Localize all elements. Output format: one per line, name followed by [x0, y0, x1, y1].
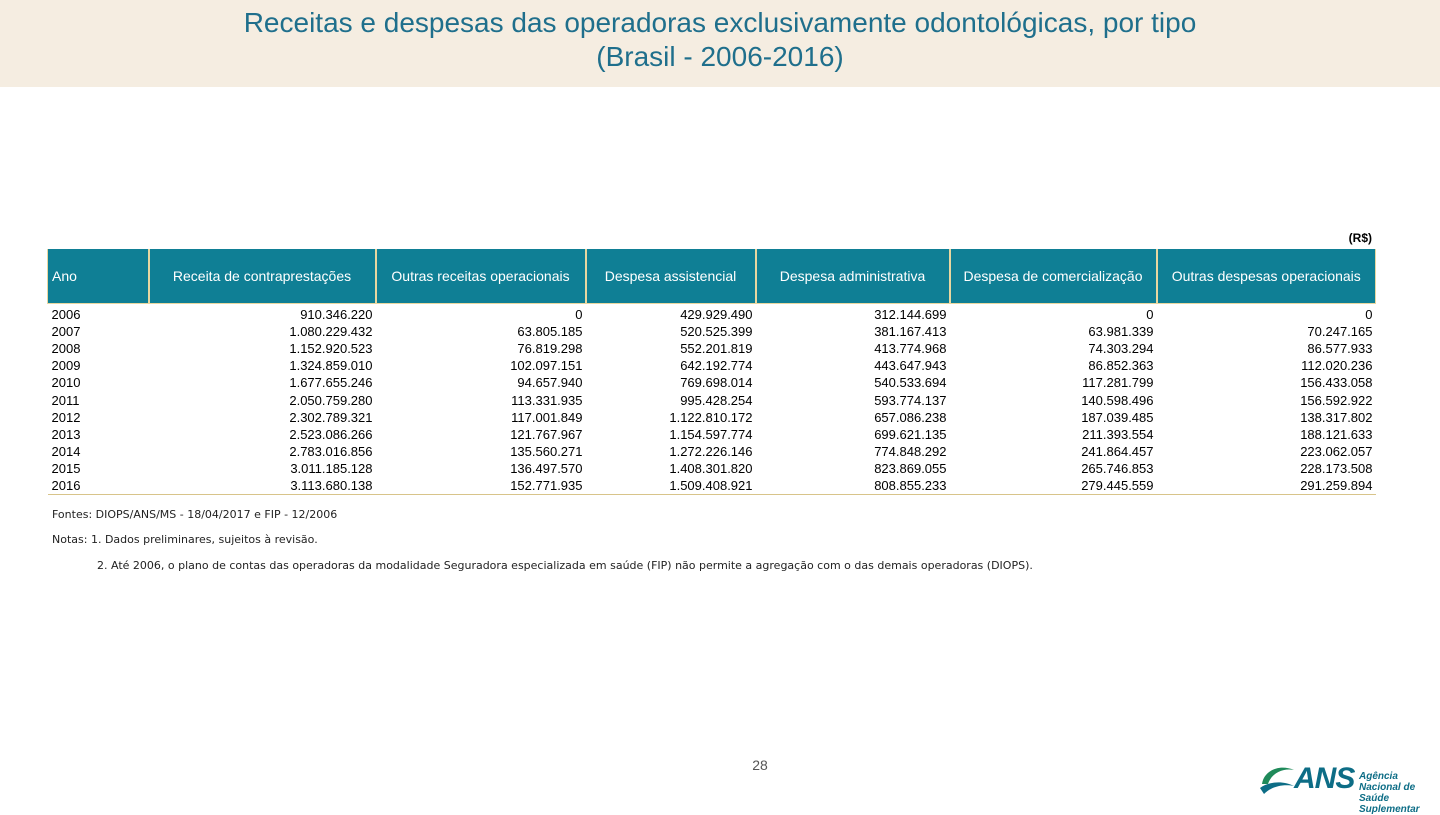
value-cell: 1.080.229.432: [289, 324, 373, 340]
value-cell: 0: [1365, 307, 1373, 323]
table-row: [48, 357, 1376, 374]
column-header: Despesa administrativa: [756, 249, 950, 304]
title-line-1: Receitas e despesas das operadoras exclusivamente odontológicas, por tipo: [243, 7, 1197, 38]
year-cell: 2011: [51, 392, 80, 408]
column-header: Ano: [48, 249, 149, 304]
table-row: [48, 460, 1376, 477]
value-cell: 211.393.554: [1082, 426, 1154, 442]
year-cell: 2010: [51, 375, 81, 391]
value-cell: 112.020.236: [1301, 358, 1373, 374]
value-cell: 429.929.490: [680, 307, 753, 323]
table-row: [48, 374, 1376, 391]
value-cell: 808.855.233: [756, 477, 950, 495]
value-cell: 117.281.799: [1082, 375, 1154, 391]
logo-abbr: ANS: [1294, 762, 1355, 795]
value-cell: 1.154.597.774: [669, 426, 753, 442]
value-cell: 593.774.137: [874, 392, 947, 408]
value-cell: 443.647.943: [874, 358, 947, 374]
value-cell: 117.001.849: [511, 409, 583, 425]
year-cell: 2009: [51, 358, 81, 374]
value-cell: 121.767.967: [510, 426, 583, 442]
value-cell: 3.011.185.128: [290, 460, 373, 476]
value-cell: 279.445.559: [950, 477, 1157, 495]
logo-agency-name: [1359, 771, 1438, 815]
column-header: Despesa assistencial: [586, 249, 756, 304]
value-cell: 86.577.933: [1307, 341, 1373, 357]
value-cell: 265.746.853: [1081, 460, 1154, 476]
title-line-2: (Brasil - 2006-2016): [596, 41, 844, 72]
table-row: [48, 391, 1376, 408]
year-cell: 2014: [51, 443, 81, 459]
value-cell: 136.497.570: [510, 460, 583, 476]
value-cell: 910.346.220: [300, 307, 373, 323]
value-cell: 823.869.055: [874, 460, 947, 476]
value-cell: 769.698.014: [680, 375, 753, 391]
value-cell: 413.774.968: [874, 341, 947, 357]
value-cell: 657.086.238: [874, 409, 947, 425]
note-2: 2. Até 2006, o plano de contas das operadoras da modalidade Seguradora especializada em saúde (FIP) não permite a agregação com o das demais operadoras (DIOPS).: [97, 559, 1033, 572]
table-row: [48, 443, 1376, 460]
value-cell: 642.192.774: [680, 358, 753, 374]
sources-note: Fontes: DIOPS/ANS/MS - 18/04/2017 e FIP - 12/2006: [52, 508, 338, 521]
value-cell: 1.152.920.523: [289, 341, 373, 357]
value-cell: 94.657.940: [517, 375, 583, 391]
column-header: Despesa de comercialização: [950, 249, 1157, 304]
year-cell: 2015: [51, 460, 81, 476]
value-cell: 0: [1146, 307, 1154, 323]
year-cell: 2006: [51, 307, 81, 323]
ans-logo: [1258, 760, 1438, 815]
value-cell: 228.173.508: [1300, 460, 1373, 476]
value-cell: 1.408.301.820: [669, 460, 753, 476]
value-cell: 2.523.086.266: [289, 426, 373, 442]
note-1: Notas: 1. Dados preliminares, sujeitos à revisão.: [52, 533, 318, 546]
value-cell: 540.533.694: [874, 375, 947, 391]
value-cell: 113.331.935: [511, 392, 583, 408]
value-cell: 3.113.680.138: [149, 477, 376, 495]
logo-name-line-1: Agência Nacional de: [1359, 771, 1416, 793]
year-cell: 2007: [51, 324, 81, 340]
table-row: [48, 340, 1376, 357]
value-cell: 135.560.271: [510, 443, 583, 459]
table-row: [48, 409, 1376, 426]
value-cell: 381.167.413: [874, 324, 947, 340]
value-cell: 1.122.810.172: [669, 409, 753, 425]
value-cell: 76.819.298: [517, 341, 583, 357]
value-cell: 63.805.185: [517, 324, 583, 340]
value-cell: 188.121.633: [1300, 426, 1373, 442]
value-cell: 140.598.496: [1081, 392, 1154, 408]
value-cell: 63.981.339: [1088, 324, 1154, 340]
value-cell: 2.050.759.280: [289, 392, 373, 408]
year-cell: 2008: [51, 341, 81, 357]
value-cell: 74.303.294: [1088, 341, 1154, 357]
value-cell: 0: [575, 307, 583, 323]
value-cell: 152.771.935: [376, 477, 586, 495]
table-row: [48, 426, 1376, 443]
column-header: Receita de contraprestações: [149, 249, 376, 304]
value-cell: 552.201.819: [680, 341, 753, 357]
logo-name-line-2: Saúde Suplementar: [1359, 793, 1420, 815]
value-cell: 774.848.292: [874, 443, 947, 459]
value-cell: 156.433.058: [1300, 375, 1373, 391]
value-cell: 187.039.485: [1081, 409, 1154, 425]
value-cell: 2.783.016.856: [289, 443, 373, 459]
value-cell: 86.852.363: [1088, 358, 1154, 374]
year-cell: 2013: [51, 426, 81, 442]
ans-logo-icon: [1258, 762, 1298, 798]
table-header-row: [48, 249, 1376, 304]
table-row: [48, 304, 1376, 324]
value-cell: 138.317.802: [1300, 409, 1373, 425]
value-cell: 1.324.859.010: [289, 358, 373, 374]
value-cell: 1.272.226.146: [669, 443, 753, 459]
value-cell: 241.864.457: [1081, 443, 1154, 459]
value-cell: 995.428.254: [680, 392, 753, 408]
year-cell: 2016: [48, 477, 149, 495]
page-number: 28: [752, 757, 768, 773]
column-header: Outras despesas operacionais: [1157, 249, 1376, 304]
value-cell: 102.097.151: [510, 358, 583, 374]
value-cell: 1.509.408.921: [586, 477, 756, 495]
unit-label: (R$): [1348, 231, 1372, 245]
value-cell: 312.144.699: [874, 307, 947, 323]
data-table: [47, 249, 1376, 495]
value-cell: 1.677.655.246: [289, 375, 373, 391]
year-cell: 2012: [51, 409, 81, 425]
page-title: [0, 6, 1440, 74]
table-row: [48, 323, 1376, 340]
value-cell: 291.259.894: [1157, 477, 1376, 495]
value-cell: 520.525.399: [680, 324, 753, 340]
value-cell: 699.621.135: [874, 426, 947, 442]
value-cell: 2.302.789.321: [289, 409, 373, 425]
value-cell: 223.062.057: [1300, 443, 1373, 459]
column-header: Outras receitas operacionais: [376, 249, 586, 304]
table-row: [48, 477, 1376, 495]
table-body: [48, 304, 1376, 495]
value-cell: 70.247.165: [1307, 324, 1373, 340]
value-cell: 156.592.922: [1300, 392, 1373, 408]
